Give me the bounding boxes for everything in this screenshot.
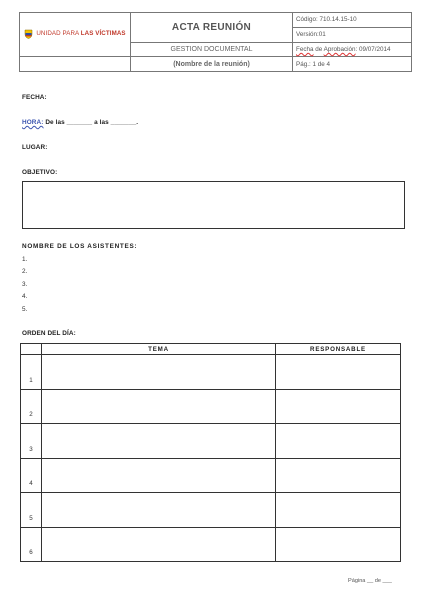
row-number: 2 xyxy=(21,389,42,424)
agenda-row xyxy=(21,389,401,424)
row-number: 4 xyxy=(21,458,42,493)
agenda-header-row xyxy=(21,344,401,355)
tema-cell[interactable] xyxy=(42,527,276,562)
unidad-victimas-logo xyxy=(24,29,125,39)
logo-text-bold: LAS VÍCTIMAS xyxy=(80,30,126,38)
agenda-table xyxy=(20,343,401,562)
meeting-name: (Nombre de la reunión) xyxy=(131,57,293,72)
responsable-cell[interactable] xyxy=(276,493,401,528)
document-code: Código: 710.14.15-10 xyxy=(293,13,412,28)
asistente-item: 4. xyxy=(22,293,28,300)
agenda-row xyxy=(21,458,401,493)
approval-word: Aprobación xyxy=(323,45,356,53)
tema-cell[interactable] xyxy=(42,424,276,459)
objetivo-label: OBJETIVO: xyxy=(22,169,58,176)
tema-cell[interactable] xyxy=(42,458,276,493)
hora-blanks: De las _______ a las _______. xyxy=(43,119,139,126)
asistente-item: 3. xyxy=(22,281,28,288)
responsable-cell[interactable] xyxy=(276,355,401,390)
number-column-header xyxy=(21,344,42,355)
row-number: 1 xyxy=(21,355,42,390)
responsable-cell[interactable] xyxy=(276,389,401,424)
asistente-item: 1. xyxy=(22,256,28,263)
page-number: Pág.: 1 de 4 xyxy=(293,57,412,72)
row-number: 5 xyxy=(21,493,42,528)
responsable-cell[interactable] xyxy=(276,458,401,493)
hora-label: HORA: xyxy=(22,119,44,126)
objetivo-field[interactable] xyxy=(22,181,405,229)
approval-prefix: Fecha xyxy=(296,45,314,53)
row-number: 3 xyxy=(21,424,42,459)
tema-cell[interactable] xyxy=(42,493,276,528)
asistentes-label: NOMBRE DE LOS ASISTENTES: xyxy=(22,243,138,250)
approval-date xyxy=(293,42,412,57)
asistente-item: 2. xyxy=(22,268,28,275)
tema-cell[interactable] xyxy=(42,389,276,424)
document-header xyxy=(19,12,412,72)
approval-mid: de xyxy=(313,45,324,53)
logo-cell-bottom xyxy=(20,57,131,72)
agenda-row xyxy=(21,493,401,528)
orden-label: ORDEN DEL DÍA: xyxy=(22,330,76,337)
responsable-cell[interactable] xyxy=(276,527,401,562)
tema-column-header: TEMA xyxy=(42,344,276,355)
approval-suffix: : 09/07/2014 xyxy=(355,45,391,53)
page-footer: Página __ de ___ xyxy=(348,578,392,584)
department-name: GESTION DOCUMENTAL xyxy=(131,42,293,57)
logo-cell xyxy=(20,13,131,57)
agenda-row xyxy=(21,355,401,390)
row-number: 6 xyxy=(21,527,42,562)
document-title: ACTA REUNIÓN xyxy=(131,13,293,43)
fecha-label: FECHA: xyxy=(22,94,47,101)
logo-text-light: UNIDAD PARA xyxy=(36,30,81,38)
responsable-column-header: RESPONSABLE xyxy=(276,344,401,355)
hora-line xyxy=(22,119,138,126)
asistente-item: 5. xyxy=(22,306,28,313)
agenda-row xyxy=(21,424,401,459)
responsable-cell[interactable] xyxy=(276,424,401,459)
agenda-row xyxy=(21,527,401,562)
tema-cell[interactable] xyxy=(42,355,276,390)
coat-of-arms-icon xyxy=(24,29,33,39)
document-version: Versión:01 xyxy=(293,27,412,42)
lugar-label: LUGAR: xyxy=(22,144,48,151)
